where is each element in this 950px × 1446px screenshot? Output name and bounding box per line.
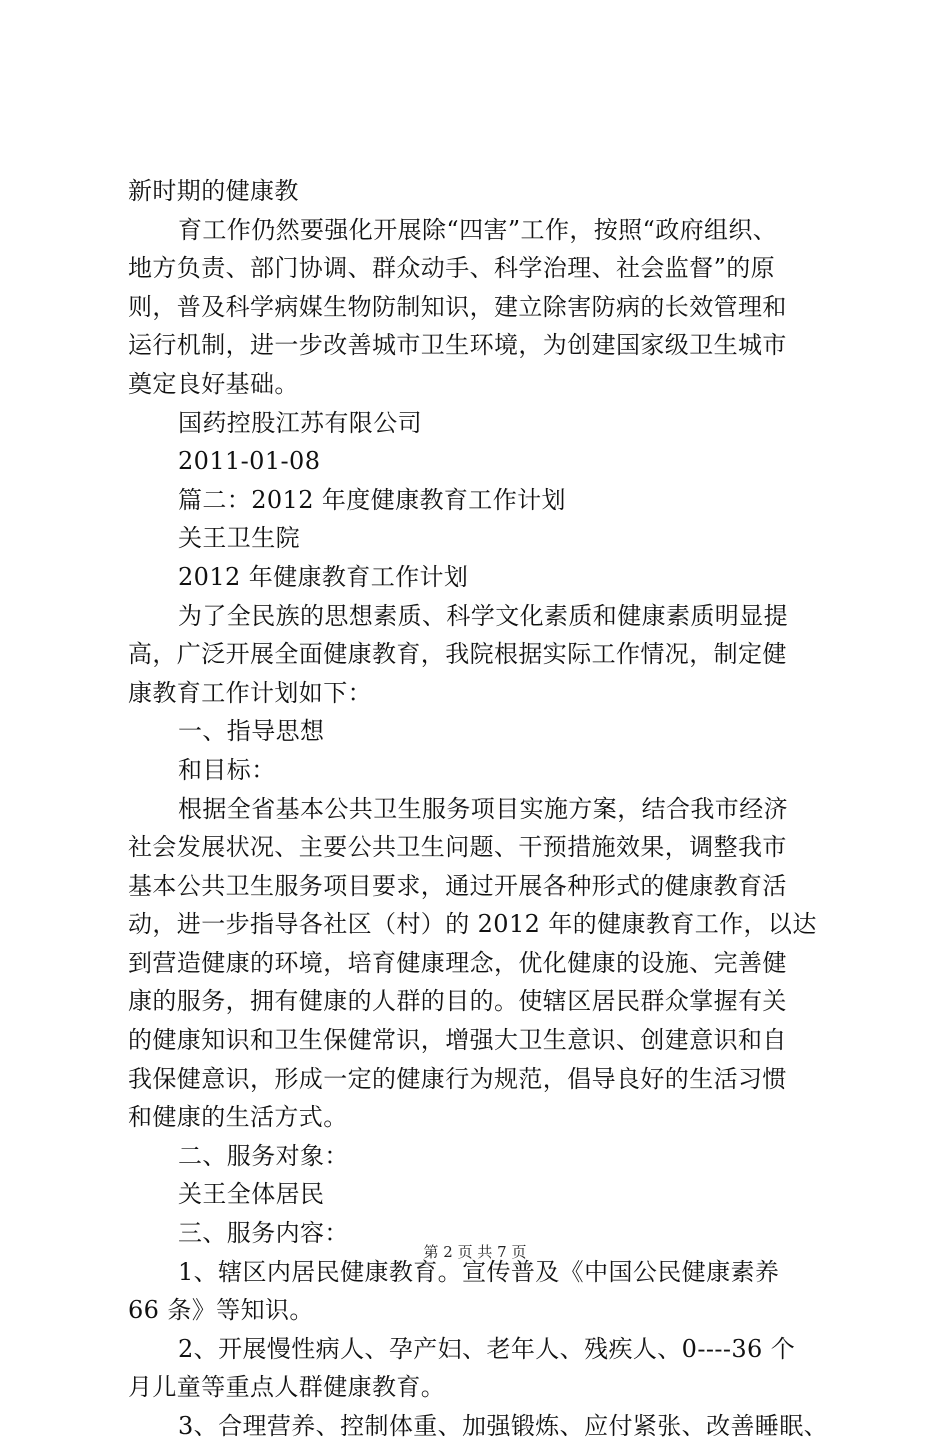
date-line: 2011-01-08: [178, 447, 321, 476]
text-line: 为了全民族的思想素质、科学文化素质和健康素质明显提: [178, 601, 788, 630]
text-line: 地方负责、部门协调、群众动手、科学治理、社会监督”的原: [128, 254, 776, 283]
page-footer: [0, 1242, 950, 1262]
list-item: 3、合理营养、控制体重、加强锻炼、应付紧张、改善睡眠、: [178, 1412, 829, 1440]
text-line: 基本公共卫生服务项目要求，通过开展各种形式的健康教育活: [128, 871, 787, 900]
text-line: 育工作仍然要强化开展除“四害”工作，按照“政府组织、: [178, 215, 778, 244]
text-line: 运行机制，进一步改善城市卫生环境，为创建国家级卫生城市: [128, 331, 787, 360]
organization-name: 关王卫生院: [178, 524, 300, 553]
text-line: 新时期的健康教: [128, 177, 299, 205]
text-line: 到营造健康的环境，培育健康理念，优化健康的设施、完善健: [128, 948, 787, 977]
text-line: 66 条》等知识。: [128, 1296, 314, 1325]
text-line: 奠定良好基础。: [128, 369, 299, 398]
section-heading: 篇二：2012 年度健康教育工作计划: [178, 485, 566, 514]
section-heading: 二、服务对象：: [178, 1141, 349, 1170]
text-line: 和健康的生活方式。: [128, 1103, 348, 1132]
text-line: 高，广泛开展全面健康教育，我院根据实际工作情况，制定健: [128, 640, 787, 669]
text-line: 的健康知识和卫生保健常识，增强大卫生意识、创建意识和自: [128, 1026, 787, 1055]
plan-title: 2012 年健康教育工作计划: [178, 562, 469, 591]
section-heading: 三、服务内容：: [178, 1219, 349, 1248]
company-name: 国药控股江苏有限公司: [178, 408, 422, 437]
page-number: 第 2 页 共 7 页: [423, 1243, 527, 1261]
list-item: 2、开展慢性病人、孕产妇、老年人、残疾人、0----36 个: [178, 1334, 796, 1363]
text-line: 关王全体居民: [178, 1180, 325, 1209]
text-line: 则，普及科学病媒生物防制知识，建立除害防病的长效管理和: [128, 292, 787, 321]
text-line: 康的服务，拥有健康的人群的目的。使辖区居民群众掌握有关: [128, 987, 787, 1016]
text-line: 我保健意识，形成一定的健康行为规范，倡导良好的生活习惯: [128, 1064, 787, 1093]
text-line: 动，进一步指导各社区（村）的 2012 年的健康教育工作，以达: [128, 910, 817, 939]
text-line: 社会发展状况、主要公共卫生问题、干预措施效果，调整我市: [128, 833, 787, 862]
list-item: 1、辖区内居民健康教育。宣传普及《中国公民健康素养: [178, 1257, 780, 1286]
section-heading: 一、指导思想: [178, 717, 325, 746]
text-line: 康教育工作计划如下：: [128, 678, 372, 707]
text-line: 和目标：: [178, 755, 276, 784]
text-line: 月儿童等重点人群健康教育。: [128, 1373, 446, 1402]
text-line: 根据全省基本公共卫生服务项目实施方案，结合我市经济: [178, 794, 788, 823]
